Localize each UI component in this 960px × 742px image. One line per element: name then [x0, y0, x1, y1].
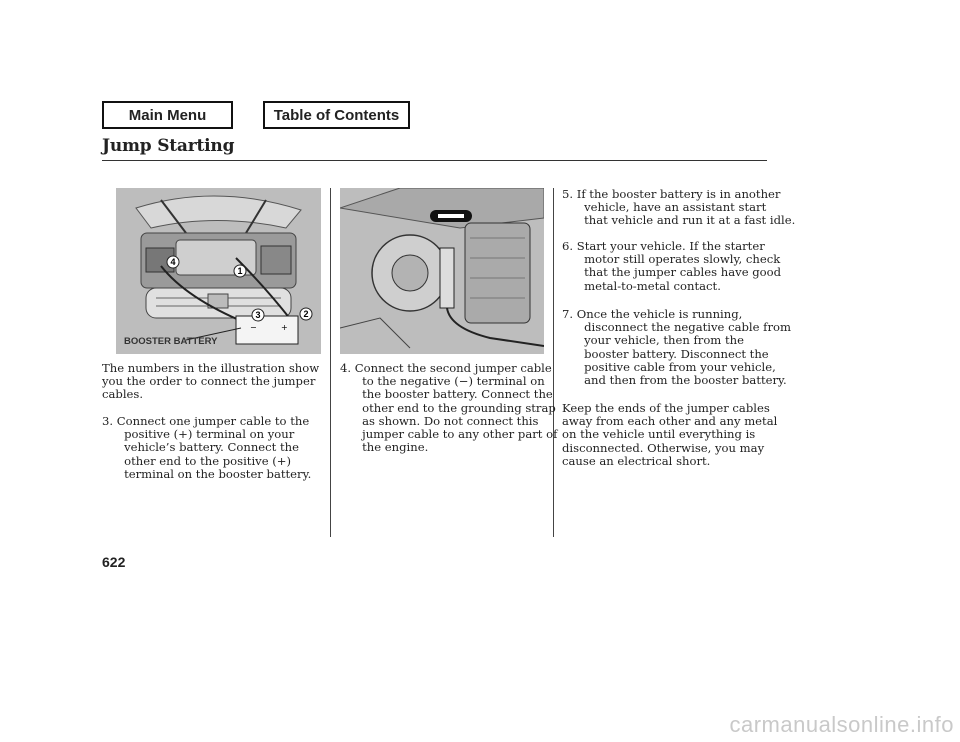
engine-bay-drawing [116, 188, 321, 354]
step-7-text: 7. Once the vehicle is running, disconnect the negative cable from your vehicle, then from the booster battery. Disconnect the positive cable from your vehicle, and then from the booster battery. [562, 307, 791, 388]
table-of-contents-button[interactable]: Table of Contents [263, 101, 410, 129]
svg-text:+: + [281, 323, 288, 332]
grounding-strap-drawing [340, 188, 544, 354]
intro-paragraph: The numbers in the illustration show you the order to connect the jumper cables. [102, 361, 320, 402]
engine-bay-illustration [116, 188, 321, 354]
callout-1-label: 1 [237, 266, 243, 276]
step-6-text: 6. Start your vehicle. If the starter motor still operates slowly, check that the jumper cables have good metal-to-metal contact. [562, 239, 782, 293]
callout-3-label: 3 [255, 310, 261, 320]
booster-battery-label: BOOSTER BATTERY [124, 336, 218, 347]
column-divider-1 [330, 188, 331, 537]
page-number: 622 [102, 554, 126, 570]
grounding-strap-illustration [340, 188, 544, 354]
page-title: Jump Starting [102, 136, 235, 156]
step-3-text: 3. Connect one jumper cable to the positive (+) terminal on your vehicle’s battery. Connect the other end to the positive (+) terminal on the booster battery. [102, 414, 312, 481]
callout-4-label: 4 [170, 257, 176, 267]
closing-paragraph: Keep the ends of the jumper cables away from each other and any metal on the vehicle until everything is disconnected. Otherwise, you may cause an electrical short. [562, 401, 778, 468]
title-divider [102, 160, 767, 161]
step-5-text: 5. If the booster battery is in another vehicle, have an assistant start that vehicle and run it at a fast idle. [562, 187, 796, 228]
callout-2-label: 2 [303, 309, 309, 319]
main-menu-button[interactable]: Main Menu [102, 101, 233, 129]
watermark-text: carmanualsonline.info [729, 712, 954, 737]
svg-text:−: − [250, 323, 257, 332]
step-4-text: 4. Connect the second jumper cable to the negative (−) terminal on the booster battery. Connect the other end to the grounding strap as shown. Do not connect this jumper cable to any other part of the engine. [340, 361, 558, 455]
